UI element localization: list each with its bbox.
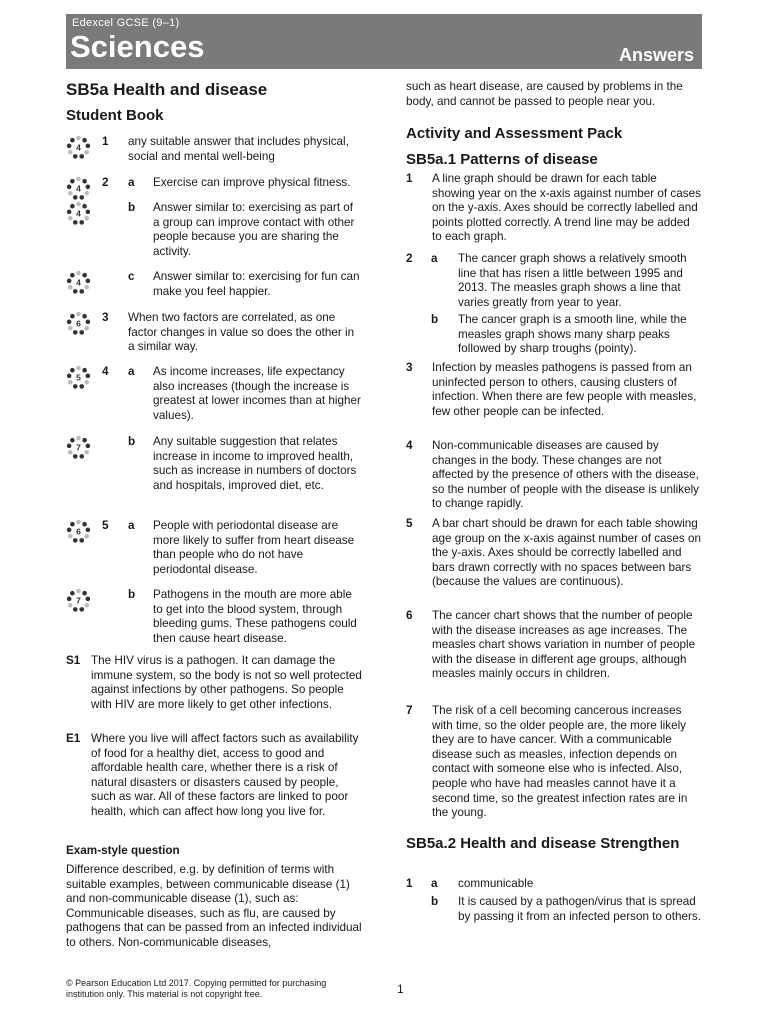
grade-ring-dot (84, 450, 89, 455)
grade-ring-dot (70, 522, 75, 527)
item-sub: b (431, 313, 439, 326)
item-number: 2 (406, 252, 413, 265)
grade-ring-dot (84, 380, 89, 385)
grade-ring-dot (79, 195, 84, 200)
grade-ring-dot (67, 185, 72, 190)
grade-icon (66, 435, 91, 460)
item-text: Answer similar to: exercising as part of a group can improve contact with other people because you are sharing the activity. (153, 201, 355, 258)
item-text: Where you live will affect factors such as availability of food for a healthy diet, access to good and affordable health care, whether there is a risk of natural disasters or disasters caused by people, such as war. All of these factors are linked to poor health, which can affect how long you live for. (91, 732, 359, 818)
exam-heading: Exam-style question (66, 844, 180, 857)
grade-number: 7 (76, 595, 81, 606)
item-number: 3 (406, 361, 413, 374)
grade-ring-dot (86, 279, 91, 284)
item-number: 5 (102, 519, 109, 532)
grade-number: 4 (76, 183, 81, 194)
section-label: Answers (618, 45, 694, 65)
grade-icon (66, 201, 91, 226)
grade-ring-dot (82, 273, 87, 278)
grade-icon (66, 176, 91, 201)
item-sub: a (128, 519, 135, 532)
grade-ring-dot (73, 538, 78, 543)
grade-ring-dot (84, 603, 89, 608)
grade-ring-dot (86, 144, 91, 149)
grade-ring-dot (67, 528, 72, 533)
grade-ring-dot (68, 216, 73, 221)
item-number: 4 (406, 439, 413, 452)
grade-badge-icon (66, 365, 91, 390)
header-banner (66, 14, 702, 69)
grade-number: 6 (76, 318, 81, 329)
grade-number: 4 (76, 277, 81, 288)
grade-ring-dot (70, 204, 75, 209)
item-text: Answer similar to: exercising for fun can make you feel happier. (153, 270, 360, 298)
grade-icon (66, 519, 91, 544)
grade-ring-dot (70, 179, 75, 184)
grade-ring-dot (82, 204, 87, 209)
exam-text: Difference described, e.g. by definition of terms with suitable examples, between communicable disease (1) and non-communicable disease (1), such as: Communicable diseases, such as flu, are caused by pathogens that can be passed from an infected individual to others. Non-communicable diseases, (66, 863, 362, 949)
grade-ring-dot (76, 366, 81, 371)
grade-number: 6 (76, 526, 81, 537)
item-number: 4 (102, 365, 109, 378)
grade-ring-dot (67, 279, 72, 284)
grade-badge-icon (66, 135, 91, 160)
page-title: SB5a Health and disease (66, 80, 268, 99)
grade-icon (66, 135, 91, 160)
item-text: As income increases, life expectancy also increases (though the increase is greatest at lower incomes than at higher values). (153, 365, 361, 422)
grade-badge-icon (66, 588, 91, 613)
grade-ring-dot (73, 384, 78, 389)
grade-ring-dot (79, 384, 84, 389)
grade-ring-dot (67, 144, 72, 149)
series-label: Edexcel GCSE (9–1) (72, 17, 180, 29)
grade-icon (66, 270, 91, 295)
item-text: When two factors are correlated, as one factor changes in value so does the other in a similar way. (128, 311, 355, 354)
grade-ring-dot (68, 326, 73, 331)
item-number: 3 (102, 311, 109, 324)
grade-badge-icon (66, 270, 91, 295)
grade-ring-dot (70, 591, 75, 596)
item-number: 7 (406, 704, 413, 717)
item-text: Non-communicable diseases are caused by changes in the body. These changes are not affected by the presence of others with the disease, so the number of people with the disease is unlikely to change rapidly. (432, 439, 700, 511)
grade-ring-dot (79, 330, 84, 335)
grade-ring-dot (73, 289, 78, 294)
item-number: 1 (102, 135, 109, 148)
grade-ring-dot (82, 522, 87, 527)
grade-badge-icon (66, 176, 91, 201)
item-text: any suitable answer that includes physical, social and mental well-being (128, 135, 349, 163)
item-number: 2 (102, 176, 109, 189)
grade-ring-dot (73, 454, 78, 459)
grade-badge-icon (66, 435, 91, 460)
grade-ring-dot (67, 597, 72, 602)
grade-ring-dot (73, 154, 78, 159)
grade-ring-dot (68, 534, 73, 539)
student-book-heading: Student Book (66, 107, 164, 124)
grade-ring-dot (76, 271, 81, 276)
item-text: communicable (458, 877, 534, 890)
item-text: A bar chart should be drawn for each table showing age group on the x-axis against number of cases on the y-axis. Axes should be correctly labelled and bars drawn correctly with no spaces between bars (because the values are continuous). (432, 517, 701, 589)
grade-ring-dot (73, 220, 78, 225)
grade-ring-dot (84, 216, 89, 221)
grade-ring-dot (68, 191, 73, 196)
brand-title: Sciences (70, 29, 205, 64)
item-number: 5 (406, 517, 413, 530)
grade-number: 7 (76, 442, 81, 453)
grade-ring-dot (70, 314, 75, 319)
item-number: 1 (406, 172, 413, 185)
grade-ring-dot (79, 154, 84, 159)
grade-ring-dot (67, 444, 72, 449)
grade-ring-dot (76, 202, 81, 207)
grade-icon (66, 588, 91, 613)
page-number: 1 (397, 982, 404, 996)
grade-ring-dot (82, 138, 87, 143)
item-sub: a (431, 252, 438, 265)
item-text: The cancer graph is a smooth line, while the measles graph shows many sharp peaks followed by sharp troughs (pointy). (458, 313, 687, 356)
grade-icon (66, 365, 91, 390)
item-text: Exercise can improve physical fitness. (153, 176, 351, 189)
activity-pack-heading: Activity and Assessment Pack (406, 125, 623, 142)
item-text: The cancer chart shows that the number of people with the disease increases as age increases. The measles chart shows variation in number of people with the disease in different age groups, although measles mainly occurs in children. (432, 609, 696, 681)
grade-ring-dot (82, 368, 87, 373)
grade-ring-dot (79, 220, 84, 225)
grade-ring-dot (76, 520, 81, 525)
grade-ring-dot (70, 273, 75, 278)
item-label: E1 (66, 732, 81, 745)
grade-icon (66, 311, 91, 336)
grade-ring-dot (68, 450, 73, 455)
grade-ring-dot (67, 374, 72, 379)
grade-ring-dot (73, 607, 78, 612)
sb5a2-heading: SB5a.2 Health and disease Strengthen (406, 835, 680, 852)
grade-ring-dot (82, 179, 87, 184)
grade-ring-dot (86, 444, 91, 449)
grade-ring-dot (79, 607, 84, 612)
item-text: The HIV virus is a pathogen. It can damage the immune system, so the body is not so well protected against infections by other pathogens. So people with HIV are more likely to get other infections. (91, 654, 362, 711)
grade-ring-dot (73, 195, 78, 200)
item-text: The risk of a cell becoming cancerous increases with time, so the older people are, the more likely they are to have cancer. With a communicable disease such as measles, infection depends on contact with someone else who is infected. Also, people who have had measles cannot have it a second time, so the greatest infection rates are in the young. (432, 704, 688, 820)
grade-ring-dot (68, 603, 73, 608)
grade-ring-dot (70, 138, 75, 143)
grade-ring-dot (76, 312, 81, 317)
sb5a1-heading: SB5a.1 Patterns of disease (406, 151, 598, 168)
grade-ring-dot (82, 591, 87, 596)
grade-ring-dot (86, 528, 91, 533)
grade-ring-dot (67, 210, 72, 215)
grade-ring-dot (84, 191, 89, 196)
grade-ring-dot (86, 597, 91, 602)
item-text: A line graph should be drawn for each table showing year on the x-axis against number of cases on the y-axis. Axes should be correctly labelled and points plotted correctly. A trend line may be added to each graph. (432, 172, 701, 244)
grade-ring-dot (76, 589, 81, 594)
grade-ring-dot (84, 150, 89, 155)
grade-ring-dot (67, 320, 72, 325)
grade-ring-dot (79, 289, 84, 294)
grade-ring-dot (79, 454, 84, 459)
item-text: Pathogens in the mouth are more able to get into the blood system, through bleeding gums. These pathogens could then cause heart disease. (153, 588, 357, 645)
item-text: The cancer graph shows a relatively smooth line that has risen a little between 1995 and 2013. The measles graph shows a line that varies greatly from year to year. (458, 252, 687, 309)
copyright-notice: © Pearson Education Ltd 2017. Copying permitted for purchasing institution only. This material is not copyright free. (66, 978, 327, 999)
grade-number: 4 (76, 208, 81, 219)
item-sub: a (431, 877, 438, 890)
item-sub: b (128, 435, 136, 448)
grade-ring-dot (86, 185, 91, 190)
grade-ring-dot (76, 177, 81, 182)
item-text: Infection by measles pathogens is passed from an uninfected person to others, causing clusters of infection. When there are few people with measles, few other people can be infected. (432, 361, 697, 418)
grade-ring-dot (86, 210, 91, 215)
item-number: 6 (406, 609, 413, 622)
item-text: People with periodontal disease are more likely to suffer from heart disease than people who do not have periodontal disease. (153, 519, 355, 576)
item-sub: a (128, 365, 135, 378)
grade-ring-dot (86, 320, 91, 325)
grade-badge-icon (66, 201, 91, 226)
item-text: Any suitable suggestion that relates increase in income to improved health, such as increase in numbers of doctors and hospitals, improved diet, etc. (153, 435, 357, 492)
grade-ring-dot (82, 438, 87, 443)
grade-ring-dot (84, 534, 89, 539)
grade-ring-dot (73, 330, 78, 335)
grade-number: 5 (76, 372, 81, 383)
grade-ring-dot (76, 436, 81, 441)
grade-number: 4 (76, 142, 81, 153)
grade-ring-dot (70, 438, 75, 443)
grade-ring-dot (68, 150, 73, 155)
grade-ring-dot (79, 538, 84, 543)
grade-ring-dot (82, 314, 87, 319)
grade-ring-dot (84, 326, 89, 331)
item-label: S1 (66, 654, 81, 667)
item-sub: a (128, 176, 135, 189)
item-sub: b (128, 588, 136, 601)
item-sub: b (128, 201, 136, 214)
grade-ring-dot (70, 368, 75, 373)
grade-ring-dot (76, 136, 81, 141)
exam-text-continued: such as heart disease, are caused by problems in the body, and cannot be passed to people near you. (406, 80, 683, 108)
item-sub: b (431, 895, 439, 908)
item-text: It is caused by a pathogen/virus that is spread by passing it from an infected person to others. (458, 895, 701, 923)
grade-ring-dot (84, 285, 89, 290)
item-number: 1 (406, 877, 413, 890)
grade-ring-dot (86, 374, 91, 379)
item-sub: c (128, 270, 135, 283)
grade-ring-dot (68, 380, 73, 385)
grade-badge-icon (66, 519, 91, 544)
grade-badge-icon (66, 311, 91, 336)
grade-ring-dot (68, 285, 73, 290)
